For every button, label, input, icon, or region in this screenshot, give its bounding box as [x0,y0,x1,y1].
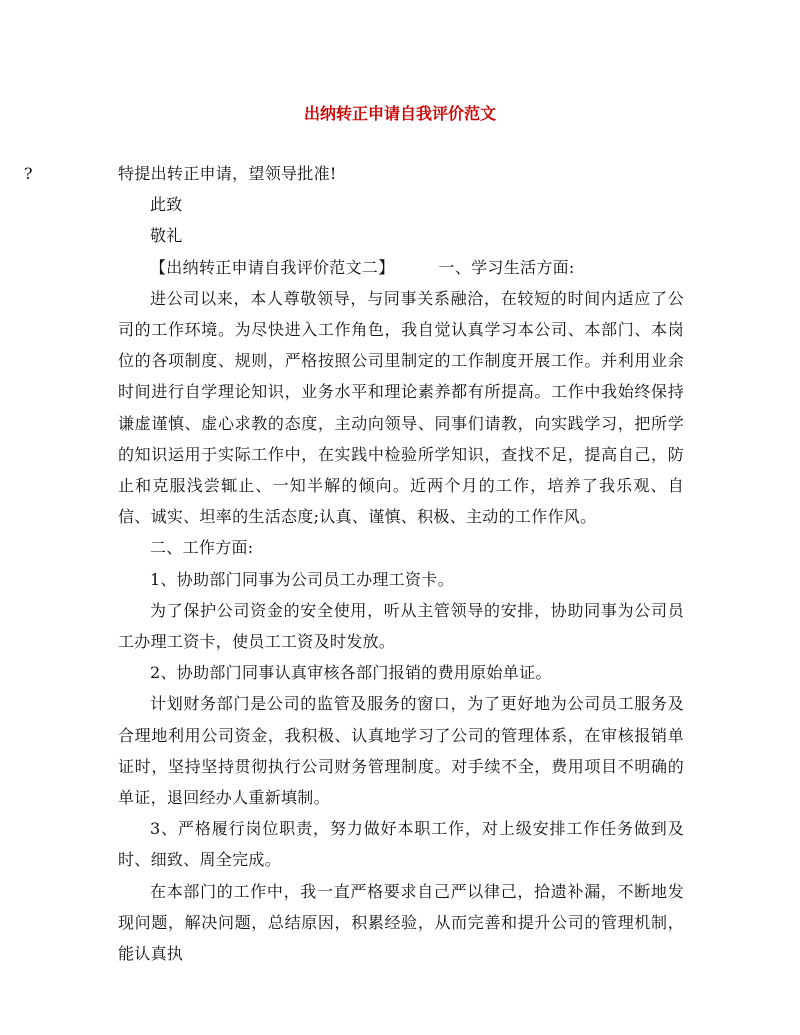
paragraph-work-heading [118,532,684,563]
section-title: 【出纳转正申请自我评价范文二】 [150,257,395,277]
paragraph-item-1-detail [118,595,684,657]
paragraph-item-3-detail [118,876,684,970]
paragraph-salutation-1 [118,189,684,220]
paragraph-item-3 [118,813,684,875]
document-body [24,158,684,969]
paragraph-text: 2、协助部门同事认真审核各部门报销的费用原始单证。 [150,663,552,683]
paragraph-text: 特提出转正申请，望领导批准! [118,164,337,183]
paragraph-request [0,158,684,189]
paragraph-study-life [118,283,684,533]
paragraph-text: 1、协助部门同事为公司员工办理工资卡。 [150,569,454,589]
paragraph-text: 二、工作方面: [150,538,254,558]
paragraph-salutation-2 [118,220,684,251]
unknown-glyph-marker: ? [24,164,33,183]
paragraph-text: 3、严格履行岗位职责，努力做好本职工作，对上级安排工作任务做到及时、细致、周全完成。 [118,819,684,870]
paragraph-text: 为了保护公司资金的安全使用，听从主管领导的安排，协助同事为公司员工办理工资卡，使员工工资及时发放。 [118,600,684,652]
paragraph-item-1 [118,564,684,595]
paragraph-text: 进公司以来，本人尊敬领导，与同事关系融洽，在较短的时间内适应了公司的工作环境。为尽快进入工作角色，我自觉认真学习本公司、本部门、本岗位的各项制度、规则，严格按照公司里制定的工作制度开展工作。并利用业余时间进行自学理论知识，业务水平和理论素养都有所提高。工作中我始终保持谦虚谨慎、虚心求教的态度，主动向领导、同事们请教，向实践学习，把所学的知识运用于实际工作中，在实践中检验所学知识，查找不足，提高自己，防止和克服浅尝辄止、一知半解的倾向。近两个月的工作，培养了我乐观、自信、诚实、坦率的生活态度;认真、谨慎、积极、主动的工作作风。 [118,288,684,527]
section-subtitle: 一、学习生活方面: [438,257,575,277]
document-title: 出纳转正申请自我评价范文 [303,104,496,123]
paragraph-text: 计划财务部门是公司的监管及服务的窗口，为了更好地为公司员工服务及合理地利用公司资金，我积极、认真地学习了公司的管理体系，在审核报销单证时，坚持坚持贯彻执行公司财务管理制度。对手续不全，费用项目不明确的单证，退回经办人重新填制。 [118,694,684,808]
paragraph-text: 在本部门的工作中，我一直严格要求自己严以律己，拾遗补漏，不断地发现问题，解决问题，总结原因，积累经验，从而完善和提升公司的管理机制，能认真执 [118,881,684,964]
paragraph-text: 敬礼 [150,226,183,246]
paragraph-text: 此致 [150,195,183,215]
paragraph-item-2 [118,657,684,688]
paragraph-item-2-detail [118,688,684,813]
paragraph-section-heading [118,252,684,283]
